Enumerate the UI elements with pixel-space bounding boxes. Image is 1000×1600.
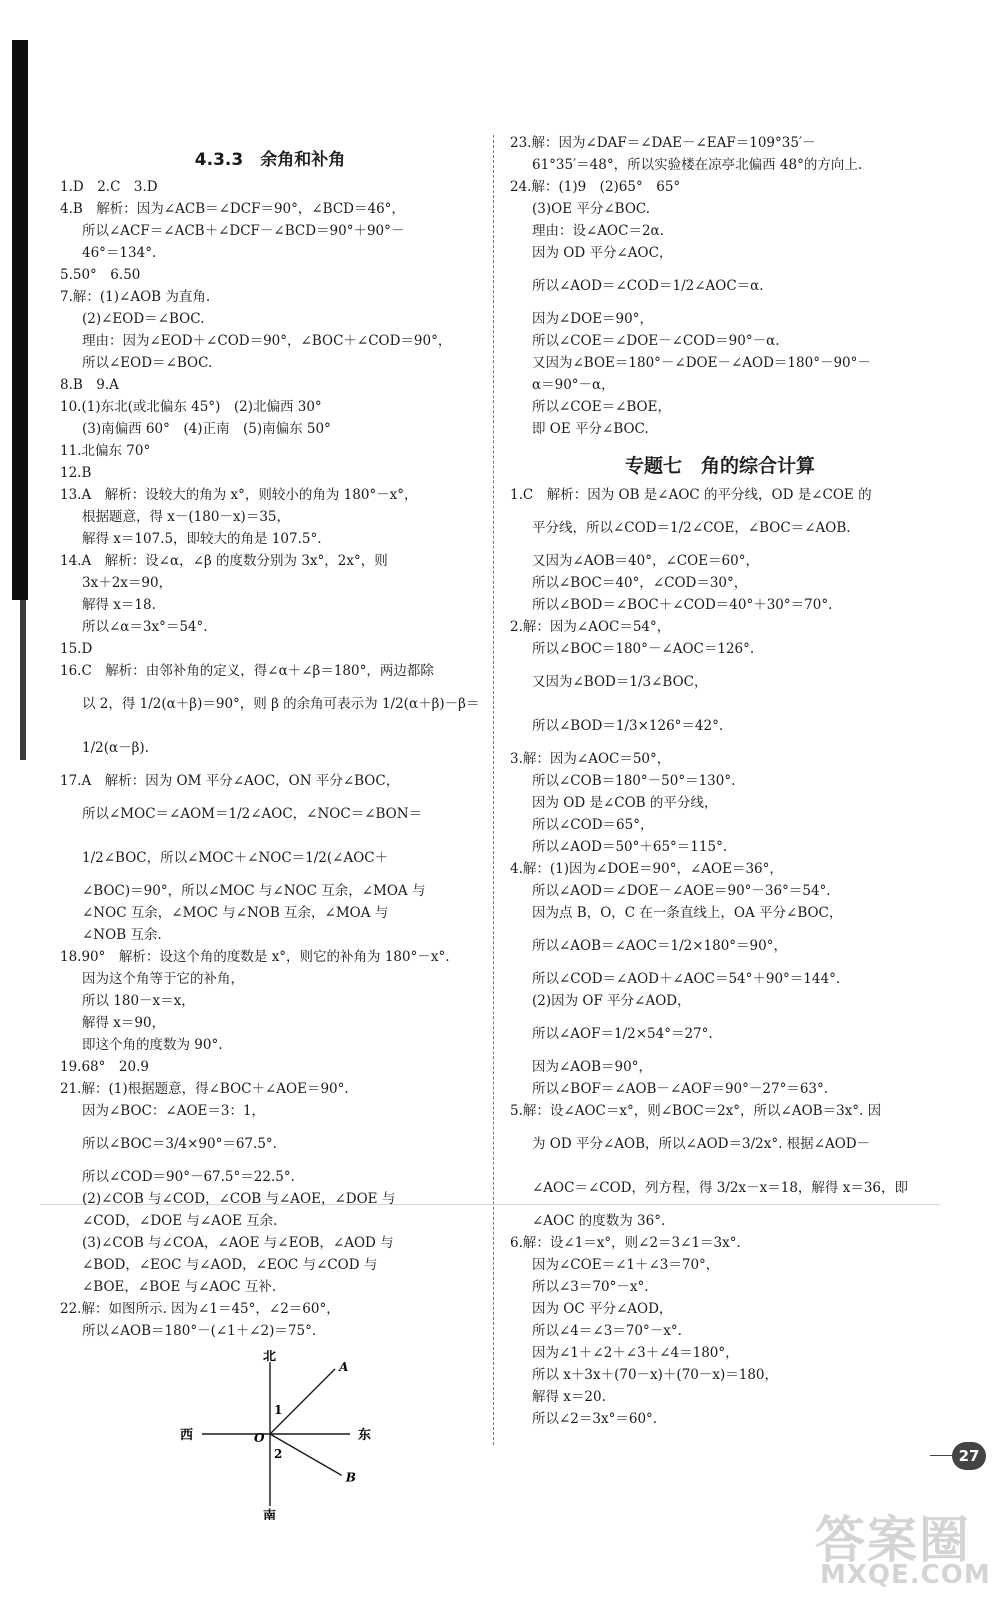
answer-line: 13.A 解析：设较大的角为 x°，则较小的角为 180°－x°， (60, 487, 418, 503)
answer-line: ∠BOE，∠BOE 与∠AOC 互补. (82, 1279, 277, 1295)
compass-diagram-svg (150, 1350, 450, 1520)
answer-line: 6.解：设∠1＝x°，则∠2＝3∠1＝3x°. (510, 1235, 741, 1251)
right-column (510, 132, 930, 1430)
answer-line: 因为点 B，O，C 在一条直线上，OA 平分∠BOC， (532, 905, 843, 921)
answer-line: 1.C 解析：因为 OB 是∠AOC 的平分线，OD 是∠COE 的 (510, 487, 872, 503)
answer-line: 3.解：因为∠AOC＝50°， (510, 751, 671, 767)
answer-line: 又因为∠BOD＝1/3∠BOC， (532, 674, 708, 690)
answer-line: 所以∠3＝70°－x°. (532, 1279, 649, 1295)
south-label: 南 (263, 1509, 277, 1520)
west-label: 西 (180, 1428, 194, 1443)
angle-1-label: 1 (274, 1403, 283, 1417)
answer-line: 所以∠COB＝180°－50°＝130°. (532, 773, 736, 789)
answer-line: 5.解：设∠AOC＝x°，则∠BOC＝2x°，所以∠AOB＝3x°. 因 (510, 1103, 882, 1119)
answer-line: 所以∠ACF＝∠ACB＋∠DCF－∠BCD＝90°＋90°－ (82, 223, 405, 239)
answer-line: 所以∠AOF＝1/2×54°＝27°. (532, 1026, 713, 1042)
answer-line: ∠NOC 互余，∠MOC 与∠NOB 互余，∠MOA 与 (82, 905, 389, 921)
page-number-rule (930, 1455, 952, 1456)
answer-line: ∠AOC 的度数为 36°. (532, 1213, 666, 1229)
answer-line: 所以∠BOD＝1/3×126°＝42°. (532, 718, 724, 734)
answer-line: α＝90°－α， (532, 377, 615, 393)
answer-line: 又因为∠BOE＝180°－∠DOE－∠AOD＝180°－90°－ (532, 355, 871, 371)
binding-edge-shadow (20, 600, 26, 760)
answer-line: 5.50° 6.50 (60, 267, 141, 283)
left-column (60, 132, 480, 1520)
answer-line: ∠BOD，∠EOC 与∠AOD，∠EOC 与∠COD 与 (82, 1257, 378, 1273)
answer-line: 因为∠1＋∠2＋∠3＋∠4＝180°， (532, 1345, 739, 1361)
answer-line: 所以∠BOF＝∠AOB－∠AOF＝90°－27°＝63°. (532, 1081, 829, 1097)
answer-line: 解得 x＝18. (82, 597, 156, 613)
answer-line: 2.解：因为∠AOC＝54°， (510, 619, 671, 635)
answer-line: 所以∠α＝3x°＝54°. (82, 619, 208, 635)
point-a-label: A (339, 1359, 349, 1374)
answer-line: ∠AOC＝∠COD，列方程，得 3/2x－x＝18，解得 x＝36，即 (532, 1180, 908, 1196)
answer-line: 所以∠EOD＝∠BOC. (82, 355, 213, 371)
answer-line: 所以∠2＝3x°＝60°. (532, 1411, 658, 1427)
section-title-topic-7: 专题七 角的综合计算 (624, 455, 815, 477)
answer-line: 因为 OD 是∠COB 的平分线， (532, 795, 718, 811)
answer-line: 所以∠COD＝90°－67.5°＝22.5°. (82, 1169, 295, 1185)
answer-line: 14.A 解析：设∠α，∠β 的度数分别为 3x°，2x°，则 (60, 553, 388, 569)
answer-line: 17.A 解析：因为 OM 平分∠AOC，ON 平分∠BOC， (60, 773, 400, 789)
answer-line: 所以∠BOC＝40°，∠COD＝30°， (532, 575, 748, 591)
answer-line: 21.解：(1)根据题意，得∠BOC＋∠AOE＝90°. (60, 1081, 349, 1097)
answer-line: 18.90° 解析：设这个角的度数是 x°，则它的补角为 180°－x°. (60, 949, 450, 965)
answer-line: 61°35′＝48°，所以实验楼在凉亭北偏西 48°的方向上. (532, 157, 863, 173)
answer-line: (2)因为 OF 平分∠AOD， (532, 993, 691, 1009)
answer-line: 4.B 解析：因为∠ACB＝∠DCF＝90°，∠BCD＝46°， (60, 201, 405, 217)
answer-line: 因为∠COE＝∠1＋∠3＝70°， (532, 1257, 720, 1273)
answer-line: 1.D 2.C 3.D (60, 179, 158, 195)
watermark-brand: 答案圈 (815, 1511, 971, 1569)
point-b-label: B (345, 1470, 356, 1485)
answer-line: 23.解：因为∠DAF＝∠DAE－∠EAF＝109°35′－ (510, 135, 816, 151)
answer-line: 8.B 9.A (60, 377, 119, 393)
answer-line: 46°＝134°. (82, 245, 157, 261)
answer-line: 解得 x＝107.5，即较大的角是 107.5°. (82, 531, 322, 547)
answer-line: 1/2(α－β). (82, 740, 149, 756)
answer-line: 所以 x＋3x＋(70－x)＋(70－x)＝180， (532, 1367, 779, 1383)
answer-line: 3x＋2x＝90， (82, 575, 173, 591)
answer-line: 10.(1)东北(或北偏东 45°) (2)北偏西 30° (60, 399, 322, 415)
answer-line: 即 OE 平分∠BOC. (532, 421, 649, 437)
north-label: 北 (263, 1350, 277, 1364)
answer-line: 1/2∠BOC，所以∠MOC＋∠NOC＝1/2(∠AOC＋ (82, 850, 389, 866)
watermark-url: MXQE.COM (820, 1560, 991, 1590)
answer-line: 所以∠BOD＝∠BOC＋∠COD＝40°＋30°＝70°. (532, 597, 833, 613)
answer-line: 所以∠AOD＝∠COD＝1/2∠AOC＝α. (532, 278, 764, 294)
answer-line: 理由：设∠AOC＝2α. (532, 223, 664, 239)
answer-line: 所以∠AOD＝∠DOE－∠AOE＝90°－36°＝54°. (532, 883, 831, 899)
angle-2-label: 2 (274, 1447, 283, 1461)
answer-line: 因为 OC 平分∠AOD， (532, 1301, 673, 1317)
answer-line: 因为∠DOE＝90°， (532, 311, 653, 327)
answer-line: 为 OD 平分∠AOB，所以∠AOD＝3/2x°. 根据∠AOD－ (532, 1136, 871, 1152)
column-divider (493, 135, 494, 1445)
answer-line: 所以∠BOC＝180°－∠AOC＝126°. (532, 641, 755, 657)
answer-line: (3)南偏西 60° (4)正南 (5)南偏东 50° (82, 421, 331, 437)
ray-oa (270, 1369, 335, 1434)
answer-line: 7.解：(1)∠AOB 为直角. (60, 289, 211, 305)
answer-line: (3)∠COB 与∠COA，∠AOE 与∠EOB，∠AOD 与 (82, 1235, 394, 1251)
binding-edge (12, 40, 28, 600)
answer-line: ∠BOC)＝90°，所以∠MOC 与∠NOC 互余，∠MOA 与 (82, 883, 426, 899)
answer-line: 22.解：如图所示. 因为∠1＝45°，∠2＝60°， (60, 1301, 340, 1317)
answer-line: 19.68° 20.9 (60, 1059, 149, 1075)
answer-line: 解得 x＝90， (82, 1015, 166, 1031)
east-label: 东 (358, 1428, 372, 1443)
answer-line: 平分线，所以∠COD＝1/2∠COE，∠BOC＝∠AOB. (532, 520, 851, 536)
answer-line: 理由：因为∠EOD＋∠COD＝90°，∠BOC＋∠COD＝90°， (82, 333, 452, 349)
origin-label: O (254, 1431, 265, 1445)
answer-line: 16.C 解析：由邻补角的定义，得∠α＋∠β＝180°，两边都除 (60, 663, 434, 679)
answer-line: 12.B (60, 465, 92, 481)
answer-line: 所以∠BOC＝3/4×90°＝67.5°. (82, 1136, 277, 1152)
answer-line: (2)∠COB 与∠COD，∠COB 与∠AOE，∠DOE 与 (82, 1191, 396, 1207)
answer-line: 所以∠COE＝∠BOE， (532, 399, 671, 415)
answer-line: 所以∠COD＝65°， (532, 817, 654, 833)
section-title-4-3-3: 4.3.3 余角和补角 (194, 150, 346, 170)
answer-line: (3)OE 平分∠BOC. (532, 201, 651, 217)
answer-line: ∠COD，∠DOE 与∠AOE 互余. (82, 1213, 278, 1229)
answer-line: ∠NOB 互余. (82, 927, 162, 943)
answer-line: 所以∠AOD＝50°＋65°＝115°. (532, 839, 728, 855)
answer-line: 解得 x＝20. (532, 1389, 606, 1405)
compass-diagram (150, 1350, 450, 1520)
answer-line: 因为∠AOB＝90°， (532, 1059, 652, 1075)
answer-line: 所以∠MOC＝∠AOM＝1/2∠AOC，∠NOC＝∠BON＝ (82, 806, 423, 822)
answer-line: 所以∠4＝∠3＝70°－x°. (532, 1323, 682, 1339)
answer-line: 以 2，得 1/2(α＋β)＝90°，则 β 的余角可表示为 1/2(α＋β)－β＝ (82, 696, 480, 712)
answer-line: 所以∠COD＝∠AOD＋∠AOC＝54°＋90°＝144°. (532, 971, 841, 987)
answer-line: (2)∠EOD＝∠BOC. (82, 311, 205, 327)
answer-line: 所以 180－x＝x， (82, 993, 195, 1009)
answer-line: 4.解：(1)因为∠DOE＝90°，∠AOE＝36°， (510, 861, 783, 877)
answer-line: 因为这个角等于它的补角， (82, 971, 244, 987)
answer-line: 又因为∠AOB＝40°，∠COE＝60°， (532, 553, 759, 569)
answer-line: 因为 OD 平分∠AOC， (532, 245, 673, 261)
answer-line: 根据题意，得 x－(180－x)＝35， (82, 509, 290, 525)
answer-line: 24.解：(1)9 (2)65° 65° (510, 179, 681, 195)
answer-line: 所以∠AOB＝∠AOC＝1/2×180°＝90°， (532, 938, 787, 954)
answer-line: 即这个角的度数为 90°. (82, 1037, 223, 1053)
answer-line: 15.D (60, 641, 93, 657)
page-number: 27 (952, 1442, 986, 1470)
answer-line: 因为∠BOC：∠AOE＝3：1， (82, 1103, 266, 1119)
answer-line: 11.北偏东 70° (60, 443, 151, 459)
answer-line: 所以∠AOB＝180°－(∠1＋∠2)＝75°. (82, 1323, 317, 1339)
answer-line: 所以∠COE＝∠DOE－∠COD＝90°－α. (532, 333, 780, 349)
